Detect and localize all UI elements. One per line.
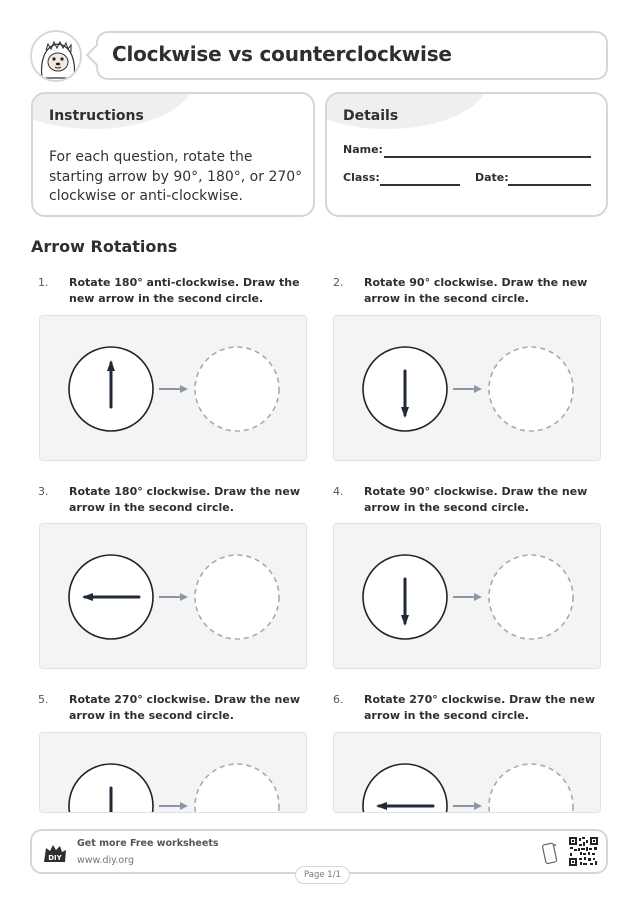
question-number: 4.: [333, 485, 344, 498]
page-indicator: Page 1/1: [295, 866, 350, 884]
exercise-box: [39, 315, 307, 461]
logo-text: DIY: [48, 854, 62, 862]
instructions-text: For each question, rotate the starting arrow by 90°, 180°, or 270° clockwise or anti-clockwise.: [49, 149, 303, 204]
question-text: Rotate 270° clockwise. Draw the new arrow in the second circle.: [69, 693, 300, 722]
yeti-mascot-icon: [32, 32, 82, 82]
question-text: Rotate 90° clockwise. Draw the new arrow in the second circle.: [364, 276, 588, 305]
connector-arrow-head: [180, 593, 188, 601]
phone-icon: [541, 841, 559, 865]
question-text: Rotate 90° clockwise. Draw the new arrow in the second circle.: [364, 485, 588, 514]
answer-circle: [489, 555, 573, 639]
footer-url[interactable]: www.diy.org: [77, 855, 134, 866]
details-heading: Details: [343, 108, 399, 124]
connector-arrow-head: [474, 385, 482, 393]
name-field[interactable]: [384, 156, 591, 158]
answer-circle: [195, 347, 279, 431]
section-title: Arrow Rotations: [31, 237, 178, 256]
question-number: 3.: [38, 485, 49, 498]
question-number: 2.: [333, 276, 344, 289]
instructions-heading: Instructions: [49, 108, 144, 124]
rotation-diagram: [40, 733, 307, 813]
instructions-panel: [31, 92, 315, 217]
page-title: Clockwise vs counterclockwise: [112, 42, 452, 66]
question-number: 1.: [38, 276, 49, 289]
answer-circle: [489, 347, 573, 431]
details-panel: [325, 92, 608, 217]
qr-code-icon: [568, 836, 599, 867]
exercise-box: [333, 315, 601, 461]
rotation-diagram: [40, 316, 307, 461]
connector-arrow-head: [180, 385, 188, 393]
date-label: Date:: [475, 171, 509, 184]
exercise-box: [39, 523, 307, 669]
rotation-diagram: [334, 524, 601, 669]
mascot-avatar: [30, 30, 82, 82]
connector-arrow-head: [474, 802, 482, 810]
diy-logo-icon[interactable]: [42, 842, 68, 864]
class-label: Class:: [343, 171, 380, 184]
rotation-diagram: [334, 316, 601, 461]
date-field[interactable]: [508, 184, 591, 186]
connector-arrow-head: [474, 593, 482, 601]
question-number: 5.: [38, 693, 49, 706]
rotation-diagram: [334, 733, 601, 813]
exercise-box: [333, 732, 601, 813]
title-banner: [96, 31, 608, 80]
exercise-box: [39, 732, 307, 813]
question-text: Rotate 270° clockwise. Draw the new arrow in the second circle.: [364, 693, 595, 722]
answer-circle: [195, 764, 279, 813]
question-text: Rotate 180° clockwise. Draw the new arrow in the second circle.: [69, 485, 300, 514]
rotation-diagram: [40, 524, 307, 669]
answer-circle: [195, 555, 279, 639]
name-label: Name:: [343, 143, 383, 156]
answer-circle: [489, 764, 573, 813]
exercise-box: [333, 523, 601, 669]
class-field[interactable]: [380, 184, 460, 186]
footer-title: Get more Free worksheets: [77, 838, 219, 849]
question-number: 6.: [333, 693, 344, 706]
question-text: Rotate 180° anti-clockwise. Draw the new arrow in the second circle.: [69, 276, 300, 305]
connector-arrow-head: [180, 802, 188, 810]
